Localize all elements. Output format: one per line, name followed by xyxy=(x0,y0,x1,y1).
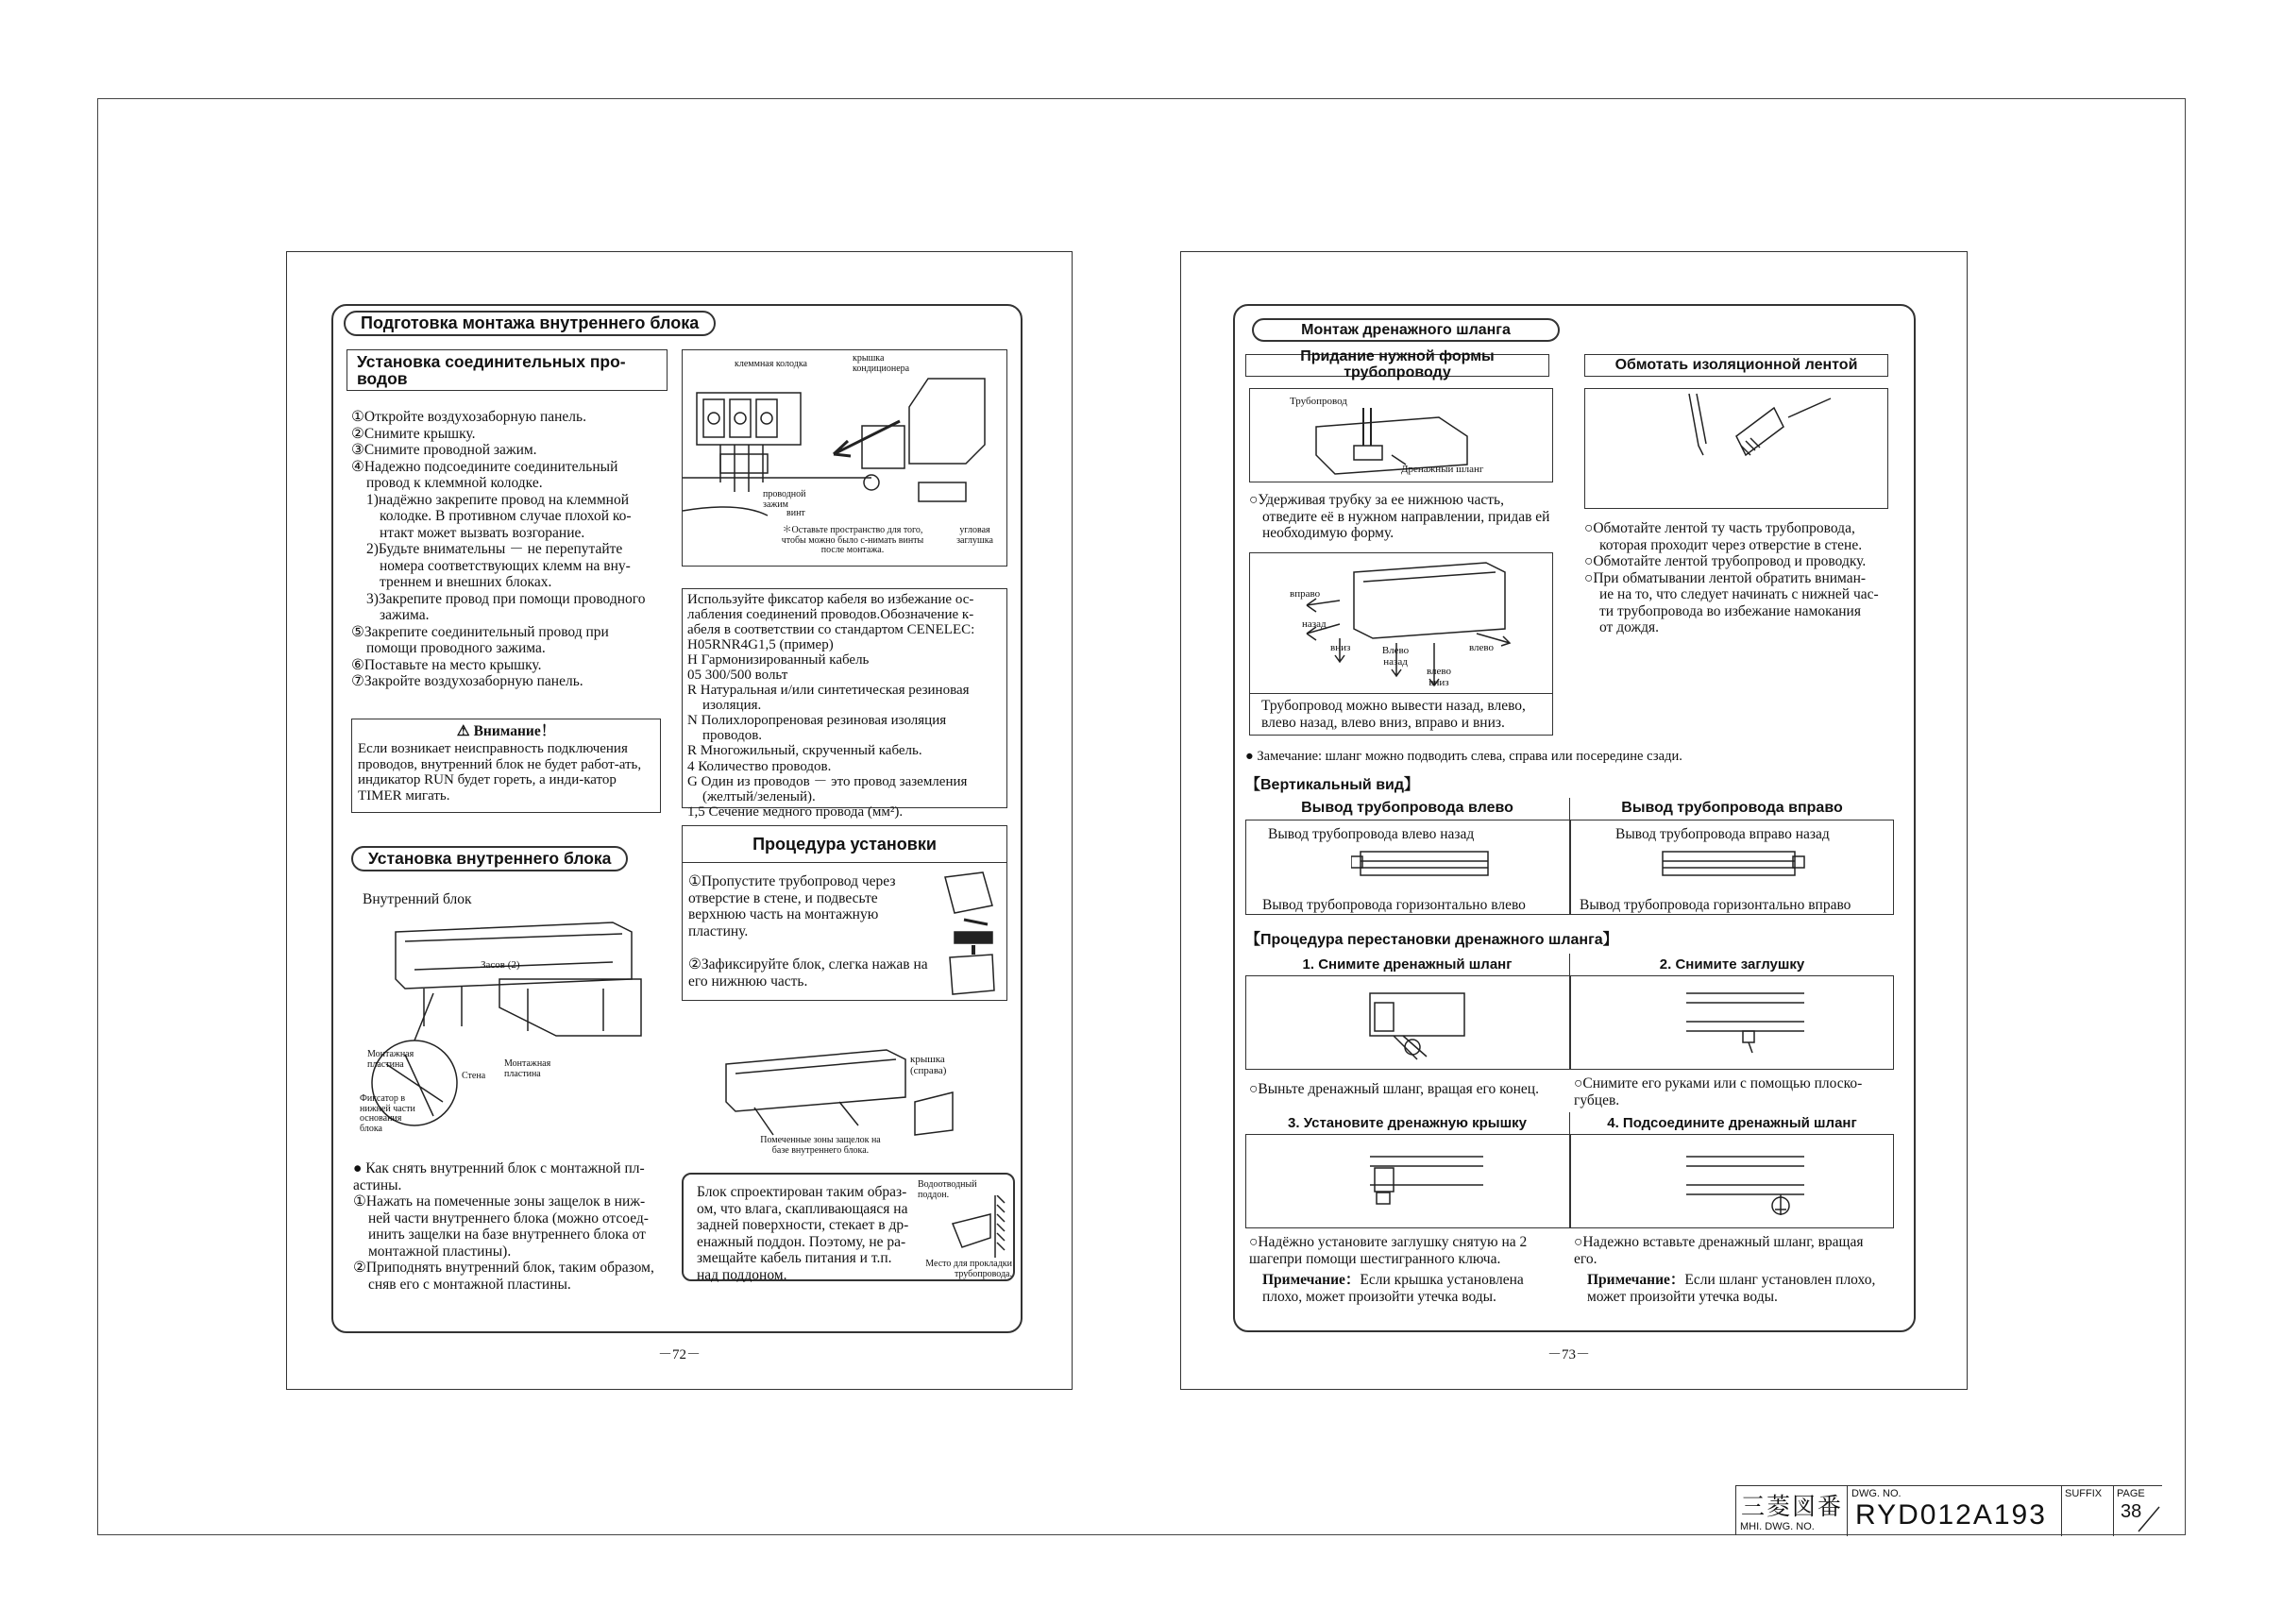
tape-line: ие на то, что следует начинать с нижней час- xyxy=(1599,586,1879,602)
label-clamp: проводной зажим xyxy=(763,489,806,510)
vertical-view-title: 【Вертикальный вид】 xyxy=(1245,777,1420,793)
section-title-drain-hose: Монтаж дренажного шланга xyxy=(1252,318,1560,342)
tape-title: Обмотать изоляционной лентой xyxy=(1584,354,1888,377)
step-line: нтакт может вызвать возгорание. xyxy=(380,524,585,541)
left-output-header: Вывод трубопровода влево xyxy=(1245,798,1569,820)
left-back-label: Вывод трубопровода влево назад xyxy=(1268,826,1475,842)
tape-line: от дождя. xyxy=(1599,619,1660,635)
procedure-step-2: ②Зафиксируйте блок, слегка нажав на его нижнюю часть. xyxy=(688,956,928,990)
label-corner-plug: угловая заглушка xyxy=(956,525,993,546)
label-drain-tray: Водоотводный поддон. xyxy=(918,1179,977,1200)
page-value: 38 xyxy=(2121,1501,2142,1522)
label-marked-zones: Помеченные зоны защелок на базе внутреннего блока. xyxy=(760,1135,881,1156)
install-cover-note xyxy=(1262,1272,1564,1305)
page-number-73: －73－ xyxy=(1547,1347,1591,1362)
label-latch-note: Фиксатор в нижней части основания блока xyxy=(360,1093,415,1134)
label-latch: Засов (2) xyxy=(481,959,520,971)
shaping-text: ○Удерживая трубку за ее нижнюю часть, отведите её в нужном направлении, придав ей необходимую форму. xyxy=(1249,492,1550,541)
remark: ● Замечание: шланг можно подводить слева, справа или посередине сзади. xyxy=(1245,749,1682,764)
page-slash-mark xyxy=(2135,1505,2161,1533)
tape-text xyxy=(1584,520,1888,636)
remove-plug-text: ○Снимите его руками или с помощью плоско-губцев. xyxy=(1574,1075,1863,1108)
step-line: номера соответствующих клемм на вну- xyxy=(380,557,631,574)
dwg-number: RYD012A193 xyxy=(1855,1499,2047,1531)
remove-line: ней части внутреннего блока (можно отсоед- xyxy=(368,1210,649,1226)
title-block xyxy=(1735,1485,2162,1535)
label-terminal-block: клеммная колодка xyxy=(735,359,807,369)
cable-line: 05 300/500 вольт xyxy=(687,668,788,684)
cable-line: проводов. xyxy=(702,728,763,744)
label-mount-plate: Монтажная пластина xyxy=(367,1049,414,1070)
note-label: Примечание： xyxy=(1262,1272,1361,1288)
indoor-unit-label: Внутренний блок xyxy=(363,891,472,907)
mhi-cell xyxy=(1736,1486,1848,1536)
directions-figure xyxy=(1249,552,1553,736)
label-left: влево xyxy=(1469,642,1495,653)
remove-line: монтажной пластины). xyxy=(368,1243,512,1260)
label-left-down: влево вниз xyxy=(1426,666,1452,688)
remove-line: инить защелки на базе внутреннего блока от xyxy=(368,1226,646,1243)
install-cover-illustration xyxy=(1365,1147,1488,1223)
procedure-title: Процедура установки xyxy=(683,826,1006,863)
label-cover: крышка кондиционера xyxy=(853,353,910,374)
remove-line: ①Нажать на помеченные зоны защелок в ниж- xyxy=(353,1193,646,1210)
suffix-cell xyxy=(2062,1486,2114,1536)
section-title-indoor-prep: Подготовка монтажа внутреннего блока xyxy=(344,311,716,336)
label-note: ＊Оставьте пространство для того, чтобы можно было с-нимать винты после монтажа. xyxy=(781,525,924,555)
label-drain-hose: Дренажный шланг xyxy=(1401,464,1484,475)
step-line: провод к клеммной колодке. xyxy=(366,475,543,491)
remove-plug-illustration xyxy=(1686,989,1809,1055)
cable-line: абеля в соответствии со стандартом CENELEC: xyxy=(687,622,975,638)
step-line: ⑥Поставьте на место крышку. xyxy=(351,656,542,673)
note-text: Если шланг установлен плохо, может произойти утечка воды. xyxy=(1587,1272,1876,1305)
cable-line: H Гармонизированный кабель xyxy=(687,652,870,668)
wiring-figure xyxy=(682,349,1007,567)
procedure-illustration xyxy=(936,868,1004,998)
suffix-label: SUFFIX xyxy=(2065,1488,2103,1499)
step-line: ①Откройте воздухозаборную панель. xyxy=(351,409,586,425)
label-right: вправо xyxy=(1290,588,1321,600)
install-title: Установка внутреннего блока xyxy=(351,846,628,871)
step-line: колодке. В противном случае плохой ко- xyxy=(380,508,632,524)
step-line: помощи проводного зажима. xyxy=(366,640,546,656)
label-left-back: Влево назад xyxy=(1381,645,1410,668)
step-remove-hose-header: 1. Снимите дренажный шланг xyxy=(1245,954,1569,976)
label-back: назад xyxy=(1302,618,1327,630)
mhi-kanji: 三菱図番 xyxy=(1740,1495,1843,1520)
step-line: треннем и внешних блоках. xyxy=(380,574,552,590)
step-line: ④Надежно подсоедините соединительный xyxy=(351,458,618,475)
cable-line: 1,5 Сечение медного провода (мм²). xyxy=(687,804,904,820)
drain-note-text: Блок спроектирован таким образ-ом, что влага, скапливающаяся на задней поверхности, стекает в др-енажный поддон. Поэтому, не ра-змещайте кабель питания и т.п. над поддоном. xyxy=(697,1184,909,1283)
remove-line: ②Приподнять внутренний блок, таким образом, xyxy=(353,1260,654,1276)
remove-instructions xyxy=(353,1160,679,1293)
warning-box xyxy=(351,719,661,813)
note-label: Примечание： xyxy=(1587,1272,1685,1288)
indoor-unit-figure xyxy=(360,913,669,1140)
warning-triangle-icon: ⚠ xyxy=(456,723,474,739)
page-73 xyxy=(1180,251,1968,1390)
label-piping-place: Место для прокладки трубопровода. xyxy=(925,1259,1012,1279)
page-cell xyxy=(2114,1486,2163,1536)
shaping-figure xyxy=(1249,388,1553,482)
step-connect-hose-header: 4. Подсоедините дренажный шланг xyxy=(1569,1112,1894,1135)
cable-line: H05RNR4G1,5 (пример) xyxy=(687,637,834,653)
tape-figure xyxy=(1584,388,1888,509)
warning-title: Внимание！ xyxy=(473,723,556,739)
step-line: ⑦Закройте воздухозаборную панель. xyxy=(351,673,583,689)
step-line: ③Снимите проводной зажим. xyxy=(351,442,537,458)
unit-latch-figure xyxy=(717,1045,972,1159)
label-down: вниз xyxy=(1330,642,1351,653)
step-line: 2)Будьте внимательны － не перепутайте xyxy=(366,541,623,557)
label-wall: Стена xyxy=(462,1071,486,1081)
label-pipe: Трубопровод xyxy=(1290,396,1347,407)
warning-text: Если возникает неисправность подключения проводов, внутренний блок не будет работ-ать, индикатор RUN будет гореть, а инди-катор TIMER мигать. xyxy=(358,740,642,804)
tape-line: ти трубопровода во избежание намокания xyxy=(1599,602,1861,619)
cable-line: (желтый/зеленый). xyxy=(702,788,816,804)
cable-line: лабления соединений проводов.Обозначение к- xyxy=(687,607,974,623)
cable-line: N Полихлоропреновая резиновая изоляция xyxy=(687,713,947,729)
drain-tray-illustration xyxy=(938,1195,1014,1258)
cable-line: G Один из проводов － это провод заземления xyxy=(687,773,968,789)
step-line: 1)надёжно закрепите провод на клеммной xyxy=(366,491,629,508)
wiring-steps xyxy=(351,409,672,690)
cable-line: Используйте фиксатор кабеля во избежание ос- xyxy=(687,592,974,607)
remove-bullet: ● Как снять внутренний блок с монтажной пл-астины. xyxy=(353,1160,645,1193)
step-line: ⑤Закрепите соединительный провод при xyxy=(351,623,609,640)
cable-line: 4 Количество проводов. xyxy=(687,758,832,774)
step-line: зажима. xyxy=(380,607,430,623)
procedure-step-1: ①Пропустите трубопровод через отверстие в стене, и подвесьте верхнюю часть на монтажную пластину. xyxy=(688,873,896,939)
step-install-cover-header: 3. Установите дренажную крышку xyxy=(1245,1112,1569,1135)
connect-hose-text: ○Надежно вставьте дренажный шланг, вращая его. xyxy=(1574,1234,1864,1267)
connect-hose-illustration xyxy=(1686,1147,1809,1223)
tape-line: которая проходит через отверстие в стене. xyxy=(1599,536,1863,553)
step-line: ②Снимите крышку. xyxy=(351,425,476,442)
pipe-directions-illustration xyxy=(1250,553,1554,695)
left-horizontal-label: Вывод трубопровода горизонтально влево xyxy=(1262,897,1526,913)
tape-wrap-illustration xyxy=(1585,389,1889,510)
vertical-left-illustration xyxy=(1351,847,1493,889)
procedure-box xyxy=(682,825,1007,1001)
replace-title: 【Процедура перестановки дренажного шланга】 xyxy=(1245,932,1618,948)
mhi-label: MHI. DWG. NO. xyxy=(1740,1521,1815,1532)
right-output-header: Вывод трубопровода вправо xyxy=(1569,798,1894,820)
remove-hose-illustration xyxy=(1365,989,1469,1064)
page-label: PAGE xyxy=(2117,1488,2145,1499)
tape-line: ○При обматывании лентой обратить вниман- xyxy=(1584,569,1867,586)
cable-line: R Натуральная и/или синтетическая резиновая xyxy=(687,683,970,699)
remove-line: сняв его с монтажной пластины. xyxy=(368,1276,571,1293)
vertical-right-illustration xyxy=(1658,847,1809,889)
drain-note-box xyxy=(682,1173,1015,1281)
cable-info-box xyxy=(682,588,1007,820)
connect-hose-note xyxy=(1587,1272,1891,1305)
warning-title-row xyxy=(358,723,654,741)
wiring-title: Установка соединительных про- водов xyxy=(347,349,668,391)
install-cover-text: ○Надёжно установите заглушку снятую на 2 шагепри помощи шестигранного ключа. xyxy=(1249,1234,1528,1267)
cable-line: R Многожильный, скрученный кабель. xyxy=(687,743,922,759)
page-72 xyxy=(286,251,1073,1390)
page-number-72: －72－ xyxy=(658,1347,702,1362)
label-mount-plate-2: Монтажная пластина xyxy=(504,1058,551,1079)
shaping-title: Придание нужной формы трубопроводу xyxy=(1245,354,1549,377)
cable-line: изоляция. xyxy=(702,698,762,714)
step-line: 3)Закрепите провод при помощи проводного xyxy=(366,590,646,607)
tape-line: ○Обмотайте лентой ту часть трубопровода, xyxy=(1584,520,1855,536)
dwg-cell xyxy=(1848,1486,2062,1536)
step-remove-plug-header: 2. Снимите заглушку xyxy=(1569,954,1894,976)
note-text: Если крышка установлена плохо, может произойти утечка воды. xyxy=(1262,1272,1524,1305)
dwg-label: DWG. NO. xyxy=(1851,1488,1902,1499)
right-horizontal-label: Вывод трубопровода горизонтально вправо xyxy=(1580,897,1851,913)
tape-line: ○Обмотайте лентой трубопровод и проводку. xyxy=(1584,553,1867,569)
directions-text: Трубопровод можно вывести назад, влево, влево назад, влево вниз, вправо и вниз. xyxy=(1250,693,1552,735)
right-back-label: Вывод трубопровода вправо назад xyxy=(1615,826,1830,842)
label-cover-right: крышка (справа) xyxy=(910,1054,947,1076)
label-screw: винт xyxy=(786,508,805,518)
remove-hose-text: ○Выньте дренажный шланг, вращая его конец. xyxy=(1249,1081,1539,1097)
